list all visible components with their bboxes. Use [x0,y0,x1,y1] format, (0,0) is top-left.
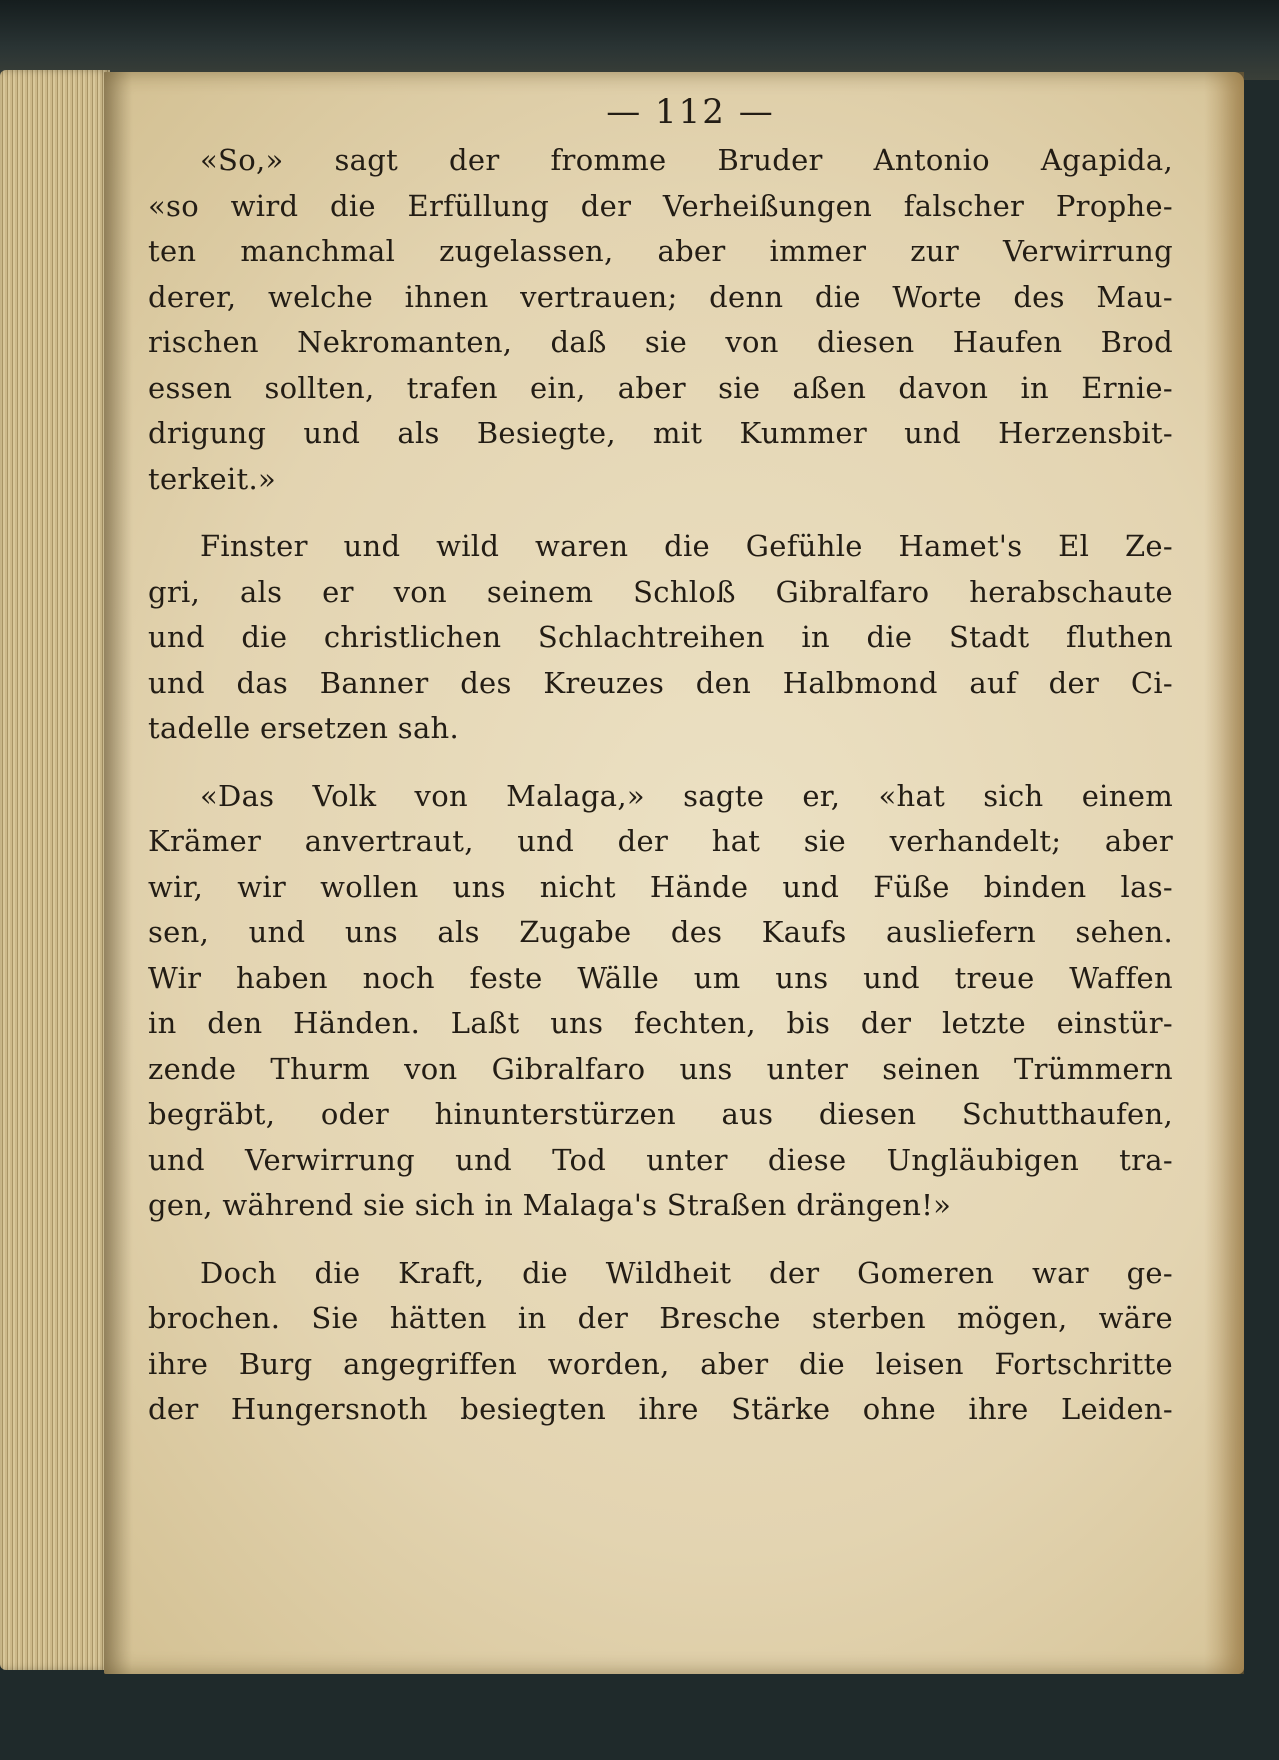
text-line: derer, welche ihnen vertrauen; denn die Worte des Mau- [148,279,1173,314]
text-line: rischen Nekromanten, daß sie von diesen Haufen Brod [148,325,1173,359]
book-cover-edge [0,0,1279,80]
text-line: ihre Burg angegriffen worden, aber die leisen Fortschritte [148,1346,1173,1381]
text-line: «so wird die Erfüllung der Verheißungen falscher Prophe- [148,188,1173,223]
paragraph-2 [148,524,1173,752]
text-line: tadelle ersetzen sah. [148,711,460,745]
text-line: brochen. Sie hätten in der Bresche sterben mögen, wäre [148,1301,1173,1335]
text-line: und das Banner des Kreuzes den Halbmond auf der Ci- [148,665,1173,700]
text-line: der Hungersnoth besiegten ihre Stärke ohne ihre Leiden- [148,1392,1173,1426]
text-line: essen sollten, trafen ein, aber sie aßen davon in Ernie- [148,370,1173,405]
page-number: — 112 — [606,92,775,132]
text-line: und die christlichen Schlachtreihen in die Stadt fluthen [148,620,1173,654]
text-line: gri, als er von seinem Schloß Gibralfaro herabschaute [148,574,1173,609]
text-line: sen, und uns als Zugabe des Kaufs ausliefern sehen. [148,915,1173,949]
paragraph-4 [148,1251,1173,1433]
text-line: Krämer anvertraut, und der hat sie verhandelt; aber [148,824,1173,858]
paragraph-1 [148,138,1173,502]
text-line: Finster und wild waren die Gefühle Hamet's El Ze- [200,529,1173,563]
text-line: begräbt, oder hinunterstürzen aus diesen Schutthaufen, [148,1097,1173,1131]
text-line: «Das Volk von Malaga,» sagte er, «hat sich einem [200,778,1173,813]
text-line: ten manchmal zugelassen, aber immer zur Verwirrung [148,234,1173,268]
page-text [148,86,1173,1455]
text-line: gen, während sie sich in Malaga's Straßen drängen!» [148,1188,952,1222]
text-line: terkeit.» [148,461,277,496]
text-line: zende Thurm von Gibralfaro uns unter seinen Trümmern [148,1051,1173,1086]
text-line: «So,» sagt der fromme Bruder Antonio Agapida, [200,143,1173,177]
page-edge-shadow [1204,72,1244,1674]
page-stack-edges [0,70,110,1670]
text-line: drigung und als Besiegte, mit Kummer und Herzensbit- [148,416,1173,450]
paragraph-3 [148,774,1173,1229]
page-gutter-shadow [104,72,132,1674]
text-line: wir, wir wollen uns nicht Hände und Füße binden las- [148,869,1173,904]
text-line: und Verwirrung und Tod unter diese Ungläubigen tra- [148,1142,1173,1177]
text-line: Doch die Kraft, die Wildheit der Gomeren war ge- [200,1255,1173,1290]
text-line: Wir haben noch feste Wälle um uns und treue Waffen [148,960,1173,995]
text-line: in den Händen. Laßt uns fechten, bis der letzte einstür- [148,1006,1173,1040]
